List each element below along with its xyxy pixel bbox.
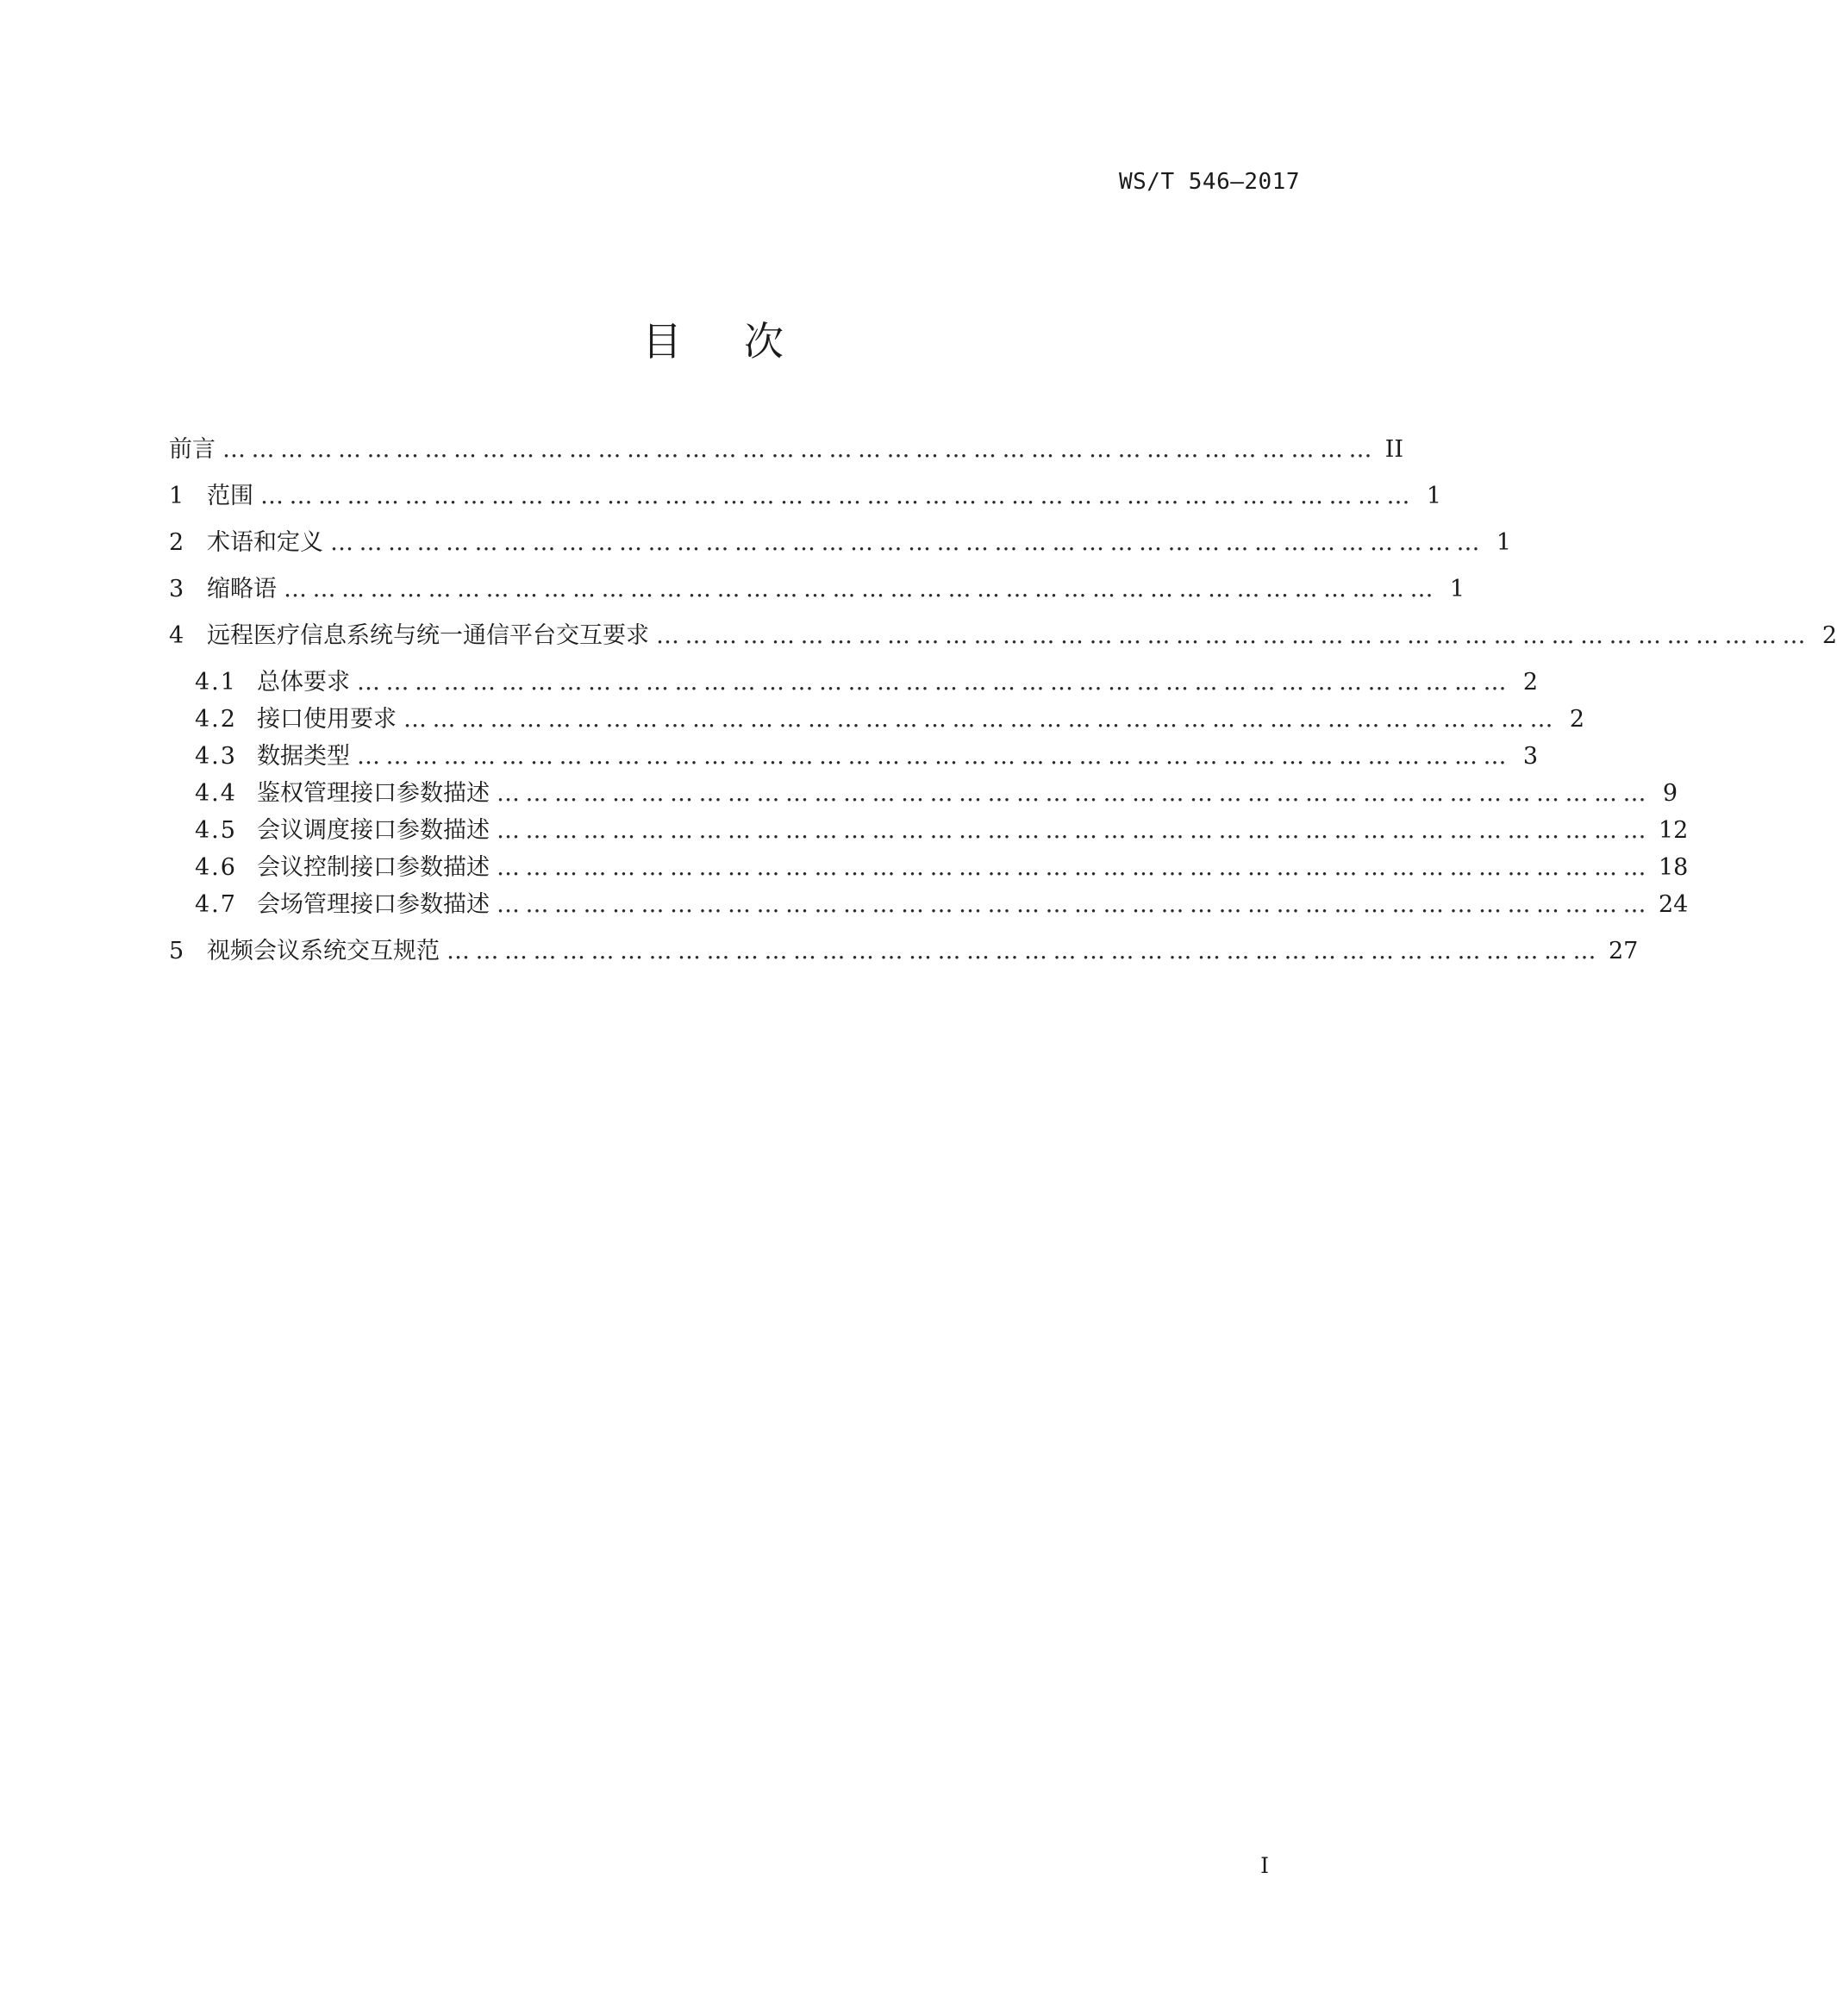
toc-entry-number: 4.1	[195, 669, 237, 696]
toc-entry-5[interactable]	[169, 934, 1639, 969]
toc-entry-number: 4.3	[195, 743, 237, 770]
dot-leader: …………………………………………………………………………………………………………	[497, 780, 1652, 807]
toc-entry-label: 接口使用要求	[257, 706, 397, 733]
toc-entry-label: 会议调度接口参数描述	[257, 817, 490, 844]
toc-entry-page: 2	[1522, 669, 1538, 696]
toc-entry-number: 2	[169, 529, 184, 556]
document-code: WS/T 546—2017	[1119, 169, 1300, 195]
toc-entry-page: II	[1384, 436, 1403, 463]
toc-entry-page: 1	[1426, 483, 1441, 509]
toc-entry-number: 4.6	[195, 854, 237, 881]
toc-entry-number: 1	[169, 483, 184, 509]
toc-entry-label: 范围	[207, 483, 253, 509]
toc-entry-4-3[interactable]	[195, 740, 1538, 774]
dot-leader: …………………………………………………………………………………………………………	[403, 706, 1559, 733]
toc-entry-page: 24	[1659, 891, 1689, 918]
dot-leader: …………………………………………………………………………………………………………	[222, 436, 1378, 463]
dot-leader: …………………………………………………………………………………………………………	[284, 576, 1439, 602]
toc-entry-label: 缩略语	[207, 576, 277, 602]
toc-entry-page: 2	[1821, 622, 1837, 649]
toc-entry-1[interactable]	[169, 479, 1441, 514]
toc-entry-page: 9	[1662, 780, 1678, 807]
dot-leader: …………………………………………………………………………………………………………	[497, 817, 1652, 844]
toc-entry-4-1[interactable]	[195, 665, 1538, 700]
toc-entry-number: 4.2	[195, 706, 237, 733]
toc-entry-label: 术语和定义	[207, 529, 323, 556]
toc-entry-number: 5	[169, 938, 184, 964]
toc-entry-page: 12	[1659, 817, 1689, 844]
toc-entry-number: 4.5	[195, 817, 237, 844]
toc-entry-label: 鉴权管理接口参数描述	[257, 780, 490, 807]
dot-leader: …………………………………………………………………………………………………………	[447, 938, 1602, 964]
toc-entry-label: 会议控制接口参数描述	[257, 854, 490, 881]
dot-leader: …………………………………………………………………………………………………………	[497, 891, 1652, 918]
toc-entry-label: 会场管理接口参数描述	[257, 891, 490, 918]
page-number: I	[1260, 1853, 1269, 1878]
dot-leader: …………………………………………………………………………………………………………	[260, 483, 1415, 509]
toc-entry-4[interactable]	[169, 619, 1837, 653]
toc-entry-page: 2	[1569, 706, 1584, 733]
toc-entry-page: 3	[1522, 743, 1538, 770]
dot-leader: …………………………………………………………………………………………………………	[656, 622, 1811, 649]
toc-entry-number: 3	[169, 576, 184, 602]
dot-leader: …………………………………………………………………………………………………………	[330, 529, 1485, 556]
dot-leader: …………………………………………………………………………………………………………	[357, 669, 1512, 696]
toc-entry-page: 1	[1449, 576, 1465, 602]
toc-entry-4-5[interactable]	[195, 814, 1689, 848]
toc-entry-3[interactable]	[169, 572, 1465, 607]
toc-entry-page: 1	[1496, 529, 1511, 556]
toc-entry-4-6[interactable]	[195, 851, 1689, 885]
dot-leader: …………………………………………………………………………………………………………	[357, 743, 1512, 770]
toc-entry-2[interactable]	[169, 526, 1511, 560]
dot-leader: …………………………………………………………………………………………………………	[497, 854, 1652, 881]
toc-entry-4-4[interactable]	[195, 777, 1678, 811]
toc-entry-4-7[interactable]	[195, 888, 1689, 922]
toc-entry-4-2[interactable]	[195, 702, 1584, 737]
toc-entry-page: 18	[1659, 854, 1689, 881]
toc-entry-number: 4.4	[195, 780, 237, 807]
toc-entry-label: 数据类型	[257, 743, 350, 770]
toc-entry-page: 27	[1609, 938, 1639, 964]
toc-entry-foreword[interactable]	[169, 433, 1403, 467]
toc-entry-number: 4	[169, 622, 184, 649]
toc-entry-number: 4.7	[195, 891, 237, 918]
toc-entry-label: 总体要求	[257, 669, 350, 696]
toc-title: 目次	[642, 318, 846, 365]
toc-entry-label: 前言	[169, 436, 216, 463]
toc-entry-label: 远程医疗信息系统与统一通信平台交互要求	[207, 622, 649, 649]
toc-entry-label: 视频会议系统交互规范	[207, 938, 440, 964]
